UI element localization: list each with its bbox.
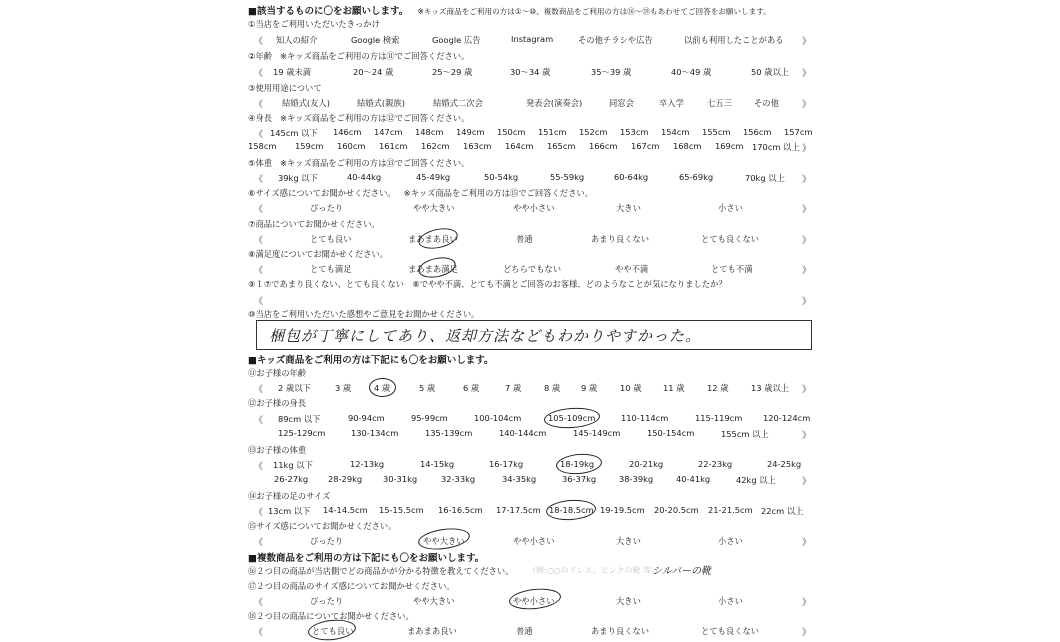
- q5-note: ※キッズ商品をご利用の方は⑬でご回答ください。: [280, 158, 470, 168]
- open-bracket: 《: [254, 236, 264, 246]
- q5-option[interactable]: 55-59kg: [550, 172, 585, 182]
- q12-option[interactable]: 89cm 以下: [278, 414, 321, 424]
- q4-option[interactable]: 164cm: [505, 141, 534, 151]
- q8-option[interactable]: とても満足: [310, 264, 352, 274]
- q12-option[interactable]: 150-154cm: [647, 428, 695, 438]
- q6-label-line: [248, 187, 593, 199]
- q6-option[interactable]: 小さい: [718, 203, 743, 213]
- close-bracket: 》: [802, 144, 812, 154]
- q3-label: ③使用用途について: [248, 83, 322, 93]
- answer-circle-mark: [416, 225, 459, 252]
- q12-option[interactable]: 110-114cm: [621, 413, 669, 423]
- q4-option[interactable]: 153cm: [620, 127, 649, 137]
- q16-hint: （例:○○のドレス、ピンクの靴 等）: [528, 566, 660, 575]
- q11-option[interactable]: 8 歳: [544, 383, 561, 393]
- q11-label: ⑪お子様の年齢: [248, 368, 307, 378]
- close-bracket: 》: [802, 598, 812, 608]
- main-header-note: ※キッズ商品をご利用の方は①〜⑩、複数商品をご利用の方は⑯〜⑲もあわせてご回答をお願いします。: [417, 7, 771, 16]
- q13-options-row-2: [248, 474, 813, 486]
- q5-label-line: [248, 157, 469, 169]
- q14-option[interactable]: 18-18.5cm: [549, 505, 594, 515]
- q5-option[interactable]: 70kg 以上: [745, 173, 785, 183]
- close-bracket: 》: [802, 236, 812, 246]
- q11-option[interactable]: 9 歳: [581, 383, 598, 393]
- answer-circle-mark: [416, 254, 457, 280]
- q4-note: ※キッズ商品をご利用の方は⑫でご回答ください。: [280, 113, 470, 123]
- q12-option[interactable]: 140-144cm: [499, 428, 547, 438]
- q13-option[interactable]: 38-39kg: [619, 474, 654, 484]
- q1-option[interactable]: Google 広告: [432, 35, 481, 45]
- q7-option[interactable]: あまり良くない: [591, 234, 650, 244]
- q13-option[interactable]: 42kg 以上: [736, 475, 776, 485]
- q4-option[interactable]: 147cm: [374, 127, 403, 137]
- q8-option[interactable]: とても不満: [711, 264, 753, 274]
- q2-options-row: [248, 66, 813, 78]
- q8-label: ⑧満足度についてお聞かせください。: [248, 249, 389, 259]
- answer-circle-mark: [508, 586, 562, 611]
- q13-option[interactable]: 14-15kg: [420, 459, 455, 469]
- q11-option[interactable]: 11 歳: [663, 383, 685, 393]
- q13-option[interactable]: 40-41kg: [676, 474, 711, 484]
- q12-option[interactable]: 90-94cm: [348, 413, 385, 423]
- q2-label: ②年齢: [248, 51, 273, 61]
- open-bracket: 《: [254, 598, 264, 608]
- q12-option[interactable]: 145-149cm: [573, 428, 621, 438]
- q2-label-line: [248, 50, 469, 62]
- q13-option[interactable]: 36-37kg: [562, 474, 597, 484]
- q4-option[interactable]: 160cm: [337, 141, 366, 151]
- q2-option[interactable]: 19 歳未満: [273, 67, 312, 77]
- q4-option[interactable]: 169cm: [715, 141, 744, 151]
- q6-label: ⑥サイズ感についてお聞かせください。: [248, 188, 396, 198]
- q1-option[interactable]: 知人の紹介: [276, 35, 318, 45]
- q4-option[interactable]: 155cm: [702, 127, 731, 137]
- q13-option[interactable]: 34-35kg: [502, 474, 537, 484]
- q18-option[interactable]: 普通: [516, 626, 533, 636]
- main-header-title: ■該当するものに〇をお願いします。: [248, 6, 409, 17]
- q8-option[interactable]: まあまあ満足: [408, 264, 458, 274]
- close-bracket: 》: [802, 37, 812, 47]
- q1-option[interactable]: Google 検索: [351, 35, 400, 45]
- q11-option[interactable]: 4 歳: [374, 383, 391, 393]
- open-bracket: 《: [254, 175, 264, 185]
- q3-option[interactable]: 七五三: [707, 98, 732, 108]
- q2-option[interactable]: 40〜49 歳: [671, 67, 712, 77]
- q14-option[interactable]: 14-14.5cm: [323, 505, 368, 515]
- q17-option[interactable]: ぴったり: [310, 596, 344, 606]
- q4-option[interactable]: 161cm: [379, 141, 408, 151]
- q11-option[interactable]: 3 歳: [335, 383, 352, 393]
- q15-option[interactable]: 大きい: [616, 536, 641, 546]
- q18-option[interactable]: まあまあ良い: [407, 626, 457, 636]
- q8-option[interactable]: どちらでもない: [503, 264, 561, 274]
- q4-option[interactable]: 166cm: [589, 141, 618, 151]
- q8-options-row: [248, 263, 813, 275]
- q2-option[interactable]: 20〜24 歳: [353, 67, 394, 77]
- close-bracket: 》: [802, 538, 812, 548]
- q4-option[interactable]: 159cm: [295, 141, 324, 151]
- q17-label: ⑰２つ目の商品のサイズ感についてお聞かせください。: [248, 581, 455, 591]
- q12-option[interactable]: 95-99cm: [411, 413, 448, 423]
- q13-option[interactable]: 32-33kg: [441, 474, 476, 484]
- q14-option[interactable]: 16-16.5cm: [438, 505, 483, 515]
- q13-option[interactable]: 20-21kg: [629, 459, 664, 469]
- answer-circle-mark: [555, 452, 603, 476]
- q8-option[interactable]: やや不満: [615, 264, 649, 274]
- q11-options-row: [248, 382, 813, 394]
- q13-options-row-1: [248, 459, 813, 471]
- q5-option[interactable]: 60-64kg: [614, 172, 649, 182]
- q11-option[interactable]: 13 歳以上: [751, 383, 790, 393]
- q15-option[interactable]: 小さい: [718, 536, 743, 546]
- q2-option[interactable]: 35〜39 歳: [591, 67, 632, 77]
- close-bracket: 》: [802, 266, 812, 276]
- q4-option[interactable]: 158cm: [248, 141, 277, 151]
- answer-circle-mark: [417, 525, 471, 552]
- open-bracket: 《: [254, 385, 264, 395]
- multi-section-header: ■複数商品をご利用の方は下記にも〇をお願いします。: [248, 553, 485, 564]
- q18-option[interactable]: あまり良くない: [591, 626, 650, 636]
- q12-option[interactable]: 125-129cm: [278, 428, 326, 438]
- q16-handwritten-answer: シルバーの靴: [652, 566, 712, 577]
- open-bracket: 《: [254, 130, 264, 140]
- q11-option[interactable]: 10 歳: [620, 383, 642, 393]
- q1-options-row: [248, 34, 813, 46]
- q11-option[interactable]: 6 歳: [463, 383, 480, 393]
- q13-option[interactable]: 18-19kg: [560, 459, 595, 469]
- q5-option[interactable]: 39kg 以下: [278, 173, 318, 183]
- q15-option[interactable]: やや大きい: [423, 536, 465, 546]
- q4-option[interactable]: 168cm: [673, 141, 702, 151]
- q14-label: ⑭お子様の足のサイズ: [248, 491, 331, 501]
- q14-option[interactable]: 21-21.5cm: [708, 505, 753, 515]
- q11-option[interactable]: 12 歳: [707, 383, 729, 393]
- q7-option[interactable]: 普通: [516, 234, 533, 244]
- q14-option[interactable]: 22cm 以上: [761, 506, 804, 516]
- open-bracket: 《: [254, 205, 264, 215]
- q7-options-row: [248, 233, 813, 245]
- q6-option[interactable]: ぴったり: [310, 203, 344, 213]
- q13-label: ⑬お子様の体重: [248, 445, 307, 455]
- q4-option[interactable]: 146cm: [333, 127, 362, 137]
- q4-option[interactable]: 156cm: [743, 127, 772, 137]
- close-bracket: 》: [802, 477, 812, 487]
- q4-option[interactable]: 163cm: [463, 141, 492, 151]
- q13-option[interactable]: 24-25kg: [767, 459, 802, 469]
- q13-option[interactable]: 11kg 以下: [273, 460, 313, 470]
- q5-label: ⑤体重: [248, 158, 273, 168]
- q6-option[interactable]: 大きい: [616, 203, 641, 213]
- q2-note: ※キッズ商品をご利用の方は⑪でご回答ください。: [280, 51, 470, 61]
- q7-option[interactable]: まあまあ良い: [408, 234, 458, 244]
- q12-options-row-1: [248, 413, 813, 425]
- q4-options-row-2: [248, 141, 813, 153]
- q7-option[interactable]: とても良い: [310, 234, 352, 244]
- answer-circle-mark: [369, 378, 396, 397]
- q15-option[interactable]: やや小さい: [513, 536, 555, 546]
- close-bracket: 》: [802, 628, 812, 638]
- q3-option[interactable]: 同窓会: [609, 98, 634, 108]
- q17-option[interactable]: やや大きい: [413, 596, 455, 606]
- q9-label: ⑨１⑦であまり良くない、とても良くない ⑧でやや不満、とても不満とご回答のお客様、どのようなことが気になりましたか？: [248, 279, 727, 289]
- q1-option[interactable]: その他チラシや広告: [578, 35, 653, 45]
- open-bracket: 《: [254, 628, 264, 638]
- q3-option[interactable]: 結婚式(親族): [357, 98, 405, 108]
- q12-option[interactable]: 105-109cm: [548, 413, 596, 423]
- q3-option[interactable]: その他: [754, 98, 779, 108]
- q7-option[interactable]: とても良くない: [701, 234, 760, 244]
- open-bracket: 《: [254, 462, 264, 472]
- answer-circle-mark: [543, 406, 600, 430]
- close-bracket: 》: [802, 385, 812, 395]
- q10-label: ⑩当店をご利用いただいた感想やご意見をお聞かせください。: [248, 309, 480, 319]
- q12-options-row-2: [248, 428, 813, 440]
- q7-label: ⑦商品についてお聞かせください。: [248, 219, 380, 229]
- q17-option[interactable]: やや小さい: [513, 596, 555, 606]
- q4-option[interactable]: 157cm: [784, 127, 813, 137]
- q12-option[interactable]: 135-139cm: [425, 428, 473, 438]
- q12-option[interactable]: 130-134cm: [351, 428, 399, 438]
- q12-option[interactable]: 115-119cm: [695, 413, 743, 423]
- open-bracket: 《: [254, 100, 264, 110]
- q4-option[interactable]: 152cm: [579, 127, 608, 137]
- close-bracket: 》: [802, 100, 812, 110]
- q4-options-row-1: [248, 127, 813, 139]
- q5-option[interactable]: 40-44kg: [347, 172, 382, 182]
- q3-options-row: [248, 97, 813, 109]
- q14-option[interactable]: 20-20.5cm: [654, 505, 699, 515]
- close-bracket: 》: [802, 297, 812, 307]
- open-bracket: 《: [254, 266, 264, 276]
- q12-label: ⑫お子様の身長: [248, 398, 307, 408]
- q6-option[interactable]: やや大きい: [413, 203, 455, 213]
- q14-options-row: [248, 505, 813, 517]
- q5-option[interactable]: 65-69kg: [679, 172, 714, 182]
- open-bracket: 《: [254, 538, 264, 548]
- close-bracket: 》: [802, 205, 812, 215]
- survey-sheet: [248, 0, 813, 640]
- open-bracket: 《: [254, 508, 264, 518]
- q18-option[interactable]: とても良くない: [701, 626, 760, 636]
- q5-options-row: [248, 172, 813, 184]
- q13-option[interactable]: 28-29kg: [328, 474, 363, 484]
- q14-option[interactable]: 17-17.5cm: [496, 505, 541, 515]
- q15-option[interactable]: ぴったり: [310, 536, 344, 546]
- q4-option[interactable]: 145cm 以下: [270, 128, 318, 138]
- q4-option[interactable]: 154cm: [661, 127, 690, 137]
- q10-comment-box[interactable]: [256, 320, 812, 350]
- q4-option[interactable]: 150cm: [497, 127, 526, 137]
- q3-option[interactable]: 卒入学: [659, 98, 684, 108]
- q13-option[interactable]: 30-31kg: [383, 474, 418, 484]
- q2-option[interactable]: 30〜34 歳: [510, 67, 551, 77]
- q4-label-line: [248, 112, 469, 124]
- q5-option[interactable]: 50-54kg: [484, 172, 519, 182]
- q15-options-row: [248, 535, 813, 547]
- q15-label: ⑮サイズ感についてお聞かせください。: [248, 521, 397, 531]
- q4-option[interactable]: 149cm: [456, 127, 485, 137]
- q2-option[interactable]: 25〜29 歳: [432, 67, 473, 77]
- q9-answer-row: [248, 294, 813, 306]
- q2-option[interactable]: 50 歳以上: [751, 67, 790, 77]
- close-bracket: 》: [802, 431, 812, 441]
- q16-label: ⑯２つ目の商品が当店側でどの商品かが分かる特徴を教えてください。: [248, 566, 514, 576]
- q5-option[interactable]: 45-49kg: [416, 172, 451, 182]
- q11-option[interactable]: 2 歳以下: [278, 383, 311, 393]
- close-bracket: 》: [802, 175, 812, 185]
- q4-option[interactable]: 151cm: [538, 127, 567, 137]
- answer-circle-mark: [545, 498, 596, 521]
- q4-option[interactable]: 162cm: [421, 141, 450, 151]
- q18-option[interactable]: とても良い: [312, 626, 354, 636]
- q13-option[interactable]: 26-27kg: [274, 474, 309, 484]
- q3-option[interactable]: 発表会(演奏会): [526, 98, 583, 108]
- q13-option[interactable]: 12-13kg: [350, 459, 385, 469]
- q4-option[interactable]: 170cm 以上: [752, 142, 800, 152]
- q14-option[interactable]: 15-15.5cm: [379, 505, 424, 515]
- q17-option[interactable]: 大きい: [616, 596, 641, 606]
- q12-option[interactable]: 100-104cm: [474, 413, 522, 423]
- q1-label: ①当店をご利用いただいたきっかけ: [248, 19, 380, 29]
- q4-option[interactable]: 165cm: [547, 141, 576, 151]
- q6-options-row: [248, 202, 813, 214]
- open-bracket: 《: [254, 69, 264, 79]
- q12-option[interactable]: 155cm 以上: [721, 429, 769, 439]
- q10-handwritten-answer: 梱包が丁寧にしてあり、返却方法などもわかりやすかった。: [269, 327, 702, 345]
- q4-option[interactable]: 167cm: [631, 141, 660, 151]
- q11-option[interactable]: 7 歳: [505, 383, 522, 393]
- q12-option[interactable]: 120-124cm: [763, 413, 811, 423]
- q4-label: ④身長: [248, 113, 273, 123]
- close-bracket: 》: [802, 69, 812, 79]
- q6-option[interactable]: やや小さい: [513, 203, 555, 213]
- q1-option[interactable]: 以前も利用したことがある: [684, 35, 784, 45]
- open-bracket: 《: [254, 416, 264, 426]
- q14-option[interactable]: 13cm 以下: [268, 506, 311, 516]
- q3-option[interactable]: 結婚式二次会: [433, 98, 483, 108]
- q11-option[interactable]: 5 歳: [419, 383, 436, 393]
- q14-option[interactable]: 19-19.5cm: [600, 505, 645, 515]
- q18-label: ⑱２つ目の商品についてお聞かせください。: [248, 611, 414, 621]
- open-bracket: 《: [254, 297, 264, 307]
- q17-option[interactable]: 小さい: [718, 596, 743, 606]
- q13-option[interactable]: 16-17kg: [489, 459, 524, 469]
- open-bracket: 《: [254, 37, 264, 47]
- q3-option[interactable]: 結婚式(友人): [282, 98, 330, 108]
- q4-option[interactable]: 148cm: [415, 127, 444, 137]
- kids-section-header: ■キッズ商品をご利用の方は下記にも〇をお願いします。: [248, 355, 494, 366]
- q6-note: ※キッズ商品をご利用の方は⑮でご回答ください。: [403, 188, 593, 198]
- q13-option[interactable]: 22-23kg: [698, 459, 733, 469]
- main-section-header: [248, 3, 771, 17]
- q1-option[interactable]: Instagram: [511, 34, 554, 44]
